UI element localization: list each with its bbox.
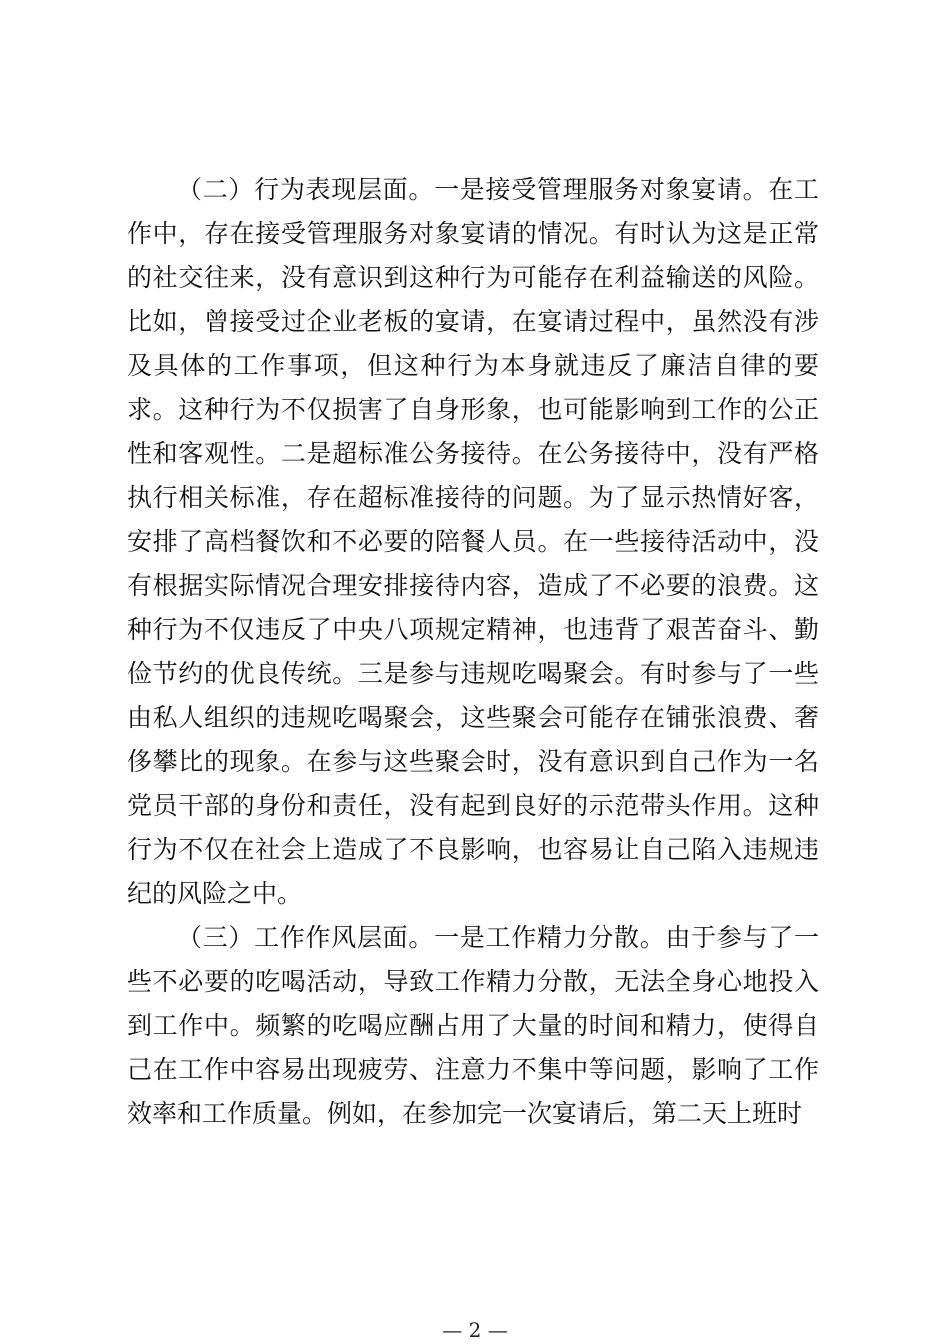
paragraph-work-style: （三）工作作风层面。一是工作精力分散。由于参与了一些不必要的吃喝活动，导致工作精力分散，无法全身心地投入到工作中。频繁的吃喝应酬占用了大量的时间和精力，使得自己在工作中容易出现疲劳、注意力不集中等问题，影响了工作效率和工作质量。例如，在参加完一次宴请后，第二天上班时 bbox=[127, 923, 819, 1128]
document-body bbox=[127, 168, 819, 1136]
page-number: — 2 — bbox=[442, 1318, 508, 1342]
paragraph-behavior: （二）行为表现层面。一是接受管理服务对象宴请。在工作中，存在接受管理服务对象宴请的情况。有时认为这是正常的社交往来，没有意识到这种行为可能存在利益输送的风险。比如，曾接受过企业老板的宴请，在宴请过程中，虽然没有涉及具体的工作事项，但这种行为本身就违反了廉洁自律的要求。这种行为不仅损害了自身形象，也可能影响到工作的公正性和客观性。二是超标准公务接待。在公务接待中，没有严格执行相关标准，存在超标准接待的问题。为了显示热情好客，安排了高档餐饮和不必要的陪餐人员。在一些接待活动中，没有根据实际情况合理安排接待内容，造成了不必要的浪费。这种行为不仅违反了中央八项规定精神，也违背了艰苦奋斗、勤俭节约的优良传统。三是参与违规吃喝聚会。有时参与了一些由私人组织的违规吃喝聚会，这些聚会可能存在铺张浪费、奢侈攀比的现象。在参与这些聚会时，没有意识到自己作为一名党员干部的身份和责任，没有起到良好的示范带头作用。这种行为不仅在社会上造成了不良影响，也容易让自己陷入违规违纪的风险之中。 bbox=[127, 175, 819, 908]
